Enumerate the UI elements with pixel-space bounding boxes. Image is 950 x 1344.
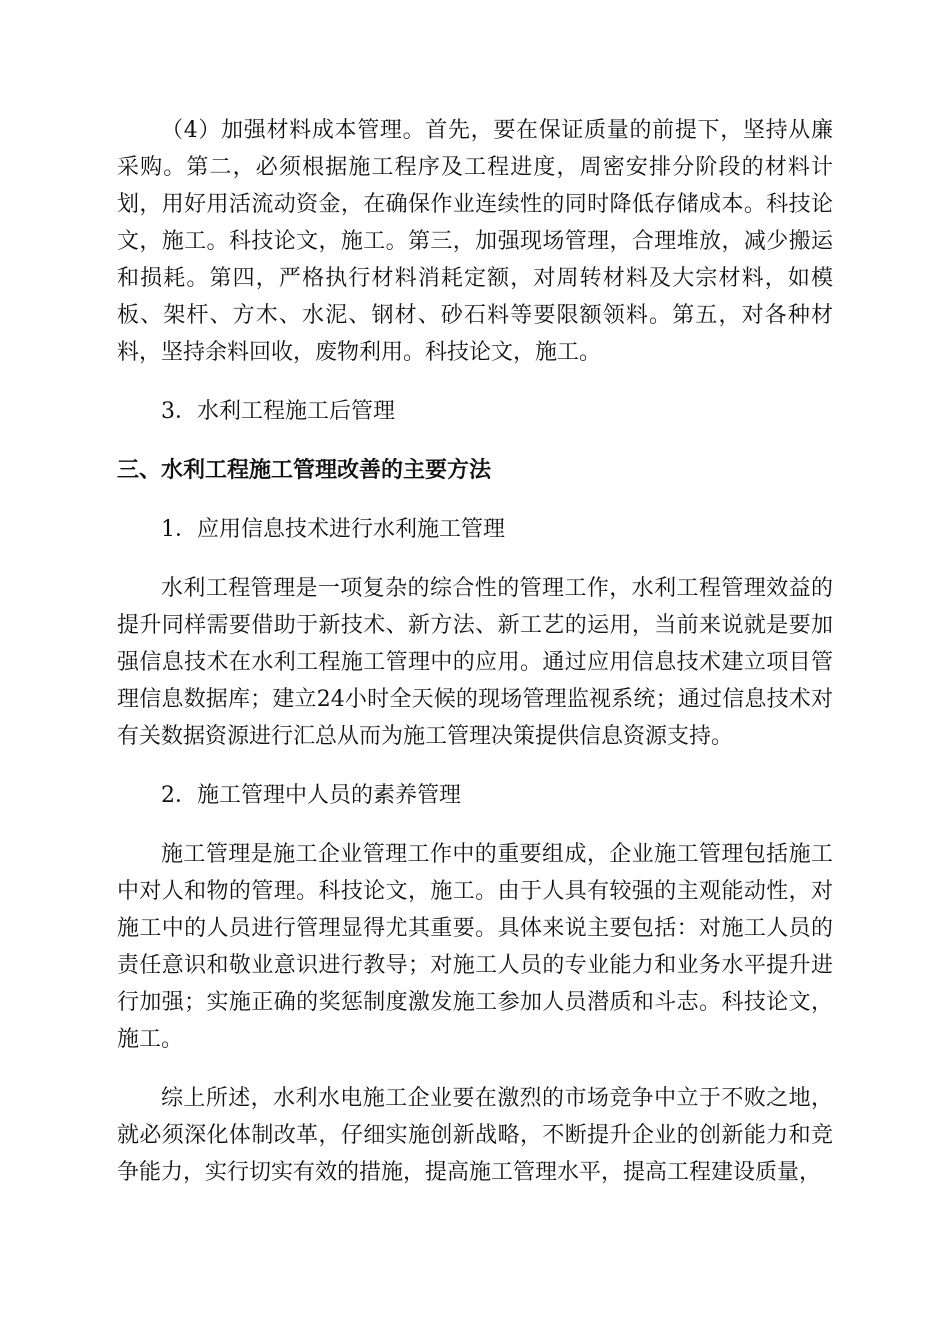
subheading-personnel-management: 2．施工管理中人员的素养管理 xyxy=(161,783,461,808)
paragraph-conclusion: 综上所述，水利水电施工企业要在激烈的市场竞争中立于不败之地，就必须深化体制改革，仔细实施创新战略，不断提升企业的创新能力和竞争能力，实行切实有效的措施，提高施工管理水平，提高工程建设质量， xyxy=(117,1086,833,1185)
paragraph-information-technology: 水利工程管理是一项复杂的综合性的管理工作，水利工程管理效益的提升同样需要借助于新技术、新方法、新工艺的运用，当前来说就是要加强信息技术在水利工程施工管理中的应用。通过应用信息技术建立项目管理信息数据库；建立24小时全天候的现场管理监视系统；通过信息技术对有关数据资源进行汇总从而为施工管理决策提供信息资源支持。 xyxy=(117,576,833,749)
subheading-information-technology: 1．应用信息技术进行水利施工管理 xyxy=(161,517,505,542)
paragraph-personnel-management: 施工管理是施工企业管理工作中的重要组成，企业施工管理包括施工中对人和物的管理。科技论文，施工。由于人具有较强的主观能动性，对施工中的人员进行管理显得尤其重要。具体来说主要包括：对施工人员的责任意识和敬业意识进行教导；对施工人员的专业能力和业务水平提升进行加强；实施正确的奖惩制度激发施工参加人员潜质和斗志。科技论文，施工。 xyxy=(117,842,833,1052)
document-body xyxy=(117,112,833,1213)
section-heading-improvement-methods: 三、水利工程施工管理改善的主要方法 xyxy=(117,458,492,483)
subheading-post-construction: 3．水利工程施工后管理 xyxy=(161,399,395,424)
paragraph-material-cost: （4）加强材料成本管理。首先，要在保证质量的前提下，坚持从廉采购。第二，必须根据施工程序及工程进度，周密安排分阶段的材料计划，用好用活流动资金，在确保作业连续性的同时降低存储成本。科技论文，施工。科技论文，施工。第三，加强现场管理，合理堆放，减少搬运和损耗。第四，严格执行材料消耗定额，对周转材料及大宗材料，如模板、架杆、方木、水泥、钢材、砂石料等要限额领料。第五，对各种材料，坚持余料回收，废物利用。科技论文，施工。 xyxy=(117,118,833,365)
